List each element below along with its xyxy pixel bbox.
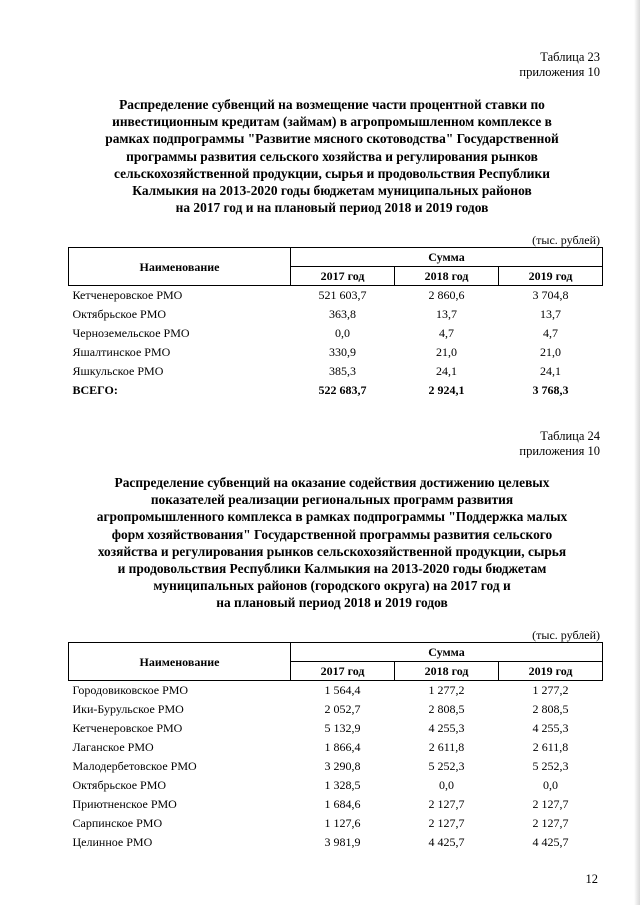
table-24-title (62, 474, 602, 612)
value-2019: 1 277,2 (532, 683, 569, 697)
title-line: Распределение субвенций на оказание содействия достижению целевых (114, 475, 550, 490)
table-24-reference (519, 429, 600, 459)
value-2019: 4 255,3 (532, 721, 569, 735)
value-2017: 0,0 (335, 326, 350, 340)
title-line: форм хозяйствования" Государственной программы развития сельского (111, 526, 553, 542)
value-2018: 4,7 (439, 326, 454, 340)
table-row (69, 681, 603, 701)
title-line: инвестиционным кредитам (займам) в агропромышленном комплексе в (112, 114, 552, 130)
value-2017: 521 603,7 (318, 288, 367, 302)
title-line: Калмыкия на 2013-2020 годы бюджетам муниципальных районов (132, 183, 532, 199)
table-23-appendix: приложения 10 (519, 65, 600, 79)
column-header-2018: 2018 год (395, 267, 499, 286)
value-2018: 24,1 (436, 364, 457, 378)
table-row (69, 757, 603, 776)
table-row (69, 305, 603, 324)
table-row (69, 776, 603, 795)
value-2018: 2 127,7 (428, 797, 465, 811)
table-row (69, 362, 603, 381)
column-header-2017: 2017 год (291, 267, 395, 286)
column-header-name: Наименование (69, 248, 291, 286)
value-2017: 3 981,9 (324, 835, 361, 849)
page-number: 12 (585, 872, 598, 886)
row-name: Октябрьское РМО (72, 778, 167, 792)
value-2017: 1 866,4 (324, 740, 361, 754)
value-2018: 5 252,3 (428, 759, 465, 773)
table-row (69, 833, 603, 852)
value-2019: 3 704,8 (532, 288, 569, 302)
title-line: Распределение субвенций на возмещение части процентной ставки по (119, 97, 545, 112)
title-line: рамках подпрограммы "Развитие мясного скотоводства" Государственной (105, 131, 559, 147)
value-2018: 21,0 (436, 345, 457, 359)
row-name: Ики-Бурульское РМО (72, 702, 184, 716)
title-line: программы развития сельского хозяйства и регулирования рынков (126, 148, 538, 164)
title-line: и продовольствия Республики Калмыкия на 2013-2020 годы бюджетам (117, 561, 547, 577)
title-line: на плановый период 2018 и 2019 годов (216, 595, 448, 611)
row-name: Городовиковское РМО (72, 683, 189, 697)
title-line: агропромышленного комплекса в рамках подпрограммы "Поддержка малых (96, 509, 568, 525)
row-name: Приютненское РМО (72, 797, 177, 811)
title-line: показателей реализации региональных программ развития (150, 492, 514, 508)
value-2018: 4 255,3 (428, 721, 465, 735)
total-2019: 3 768,3 (532, 383, 569, 397)
column-header-sum: Сумма (291, 248, 603, 267)
table-row (69, 719, 603, 738)
column-header-name: Наименование (69, 643, 291, 681)
value-2018: 2 808,5 (428, 702, 465, 716)
total-label: ВСЕГО: (72, 383, 118, 397)
row-name: Малодербетовское РМО (72, 759, 197, 773)
table-23-title (62, 96, 602, 216)
value-2019: 0,0 (543, 778, 559, 792)
table-row (69, 814, 603, 833)
row-name: Октябрьское РМО (72, 307, 167, 321)
value-2017: 1 564,4 (324, 683, 361, 697)
table-row (69, 324, 603, 343)
value-2019: 2 127,7 (532, 797, 569, 811)
table-row (69, 738, 603, 757)
table-24 (68, 642, 603, 852)
scan-edge-shadow (634, 0, 640, 905)
value-2017: 385,3 (329, 364, 356, 378)
row-name: Целинное РМО (72, 835, 153, 849)
value-2018: 4 425,7 (428, 835, 465, 849)
value-2019: 21,0 (540, 345, 562, 359)
value-2018: 2 127,7 (428, 816, 465, 830)
value-2017: 3 290,8 (324, 759, 361, 773)
title-line: муниципальных районов (городского округа) на 2017 год и (153, 578, 511, 594)
value-2018: 0,0 (439, 778, 454, 792)
table-24-unit: (тыс. рублей) (532, 628, 600, 642)
value-2019: 4 425,7 (532, 835, 569, 849)
title-line: хозяйства и регулирования рынков сельскохозяйственной продукции, сырья (97, 543, 567, 559)
value-2018: 13,7 (436, 307, 457, 321)
row-name: Черноземельское РМО (72, 326, 190, 340)
row-name: Лаганское РМО (72, 740, 154, 754)
value-2017: 1 328,5 (324, 778, 361, 792)
value-2019: 2 611,8 (532, 740, 569, 754)
column-header-2017: 2017 год (291, 662, 395, 681)
table-row (69, 286, 603, 306)
row-name: Яшкульское РМО (72, 364, 164, 378)
row-name: Кетченеровское РМО (72, 721, 183, 735)
row-name: Кетченеровское РМО (72, 288, 183, 302)
total-2018: 2 924,1 (428, 383, 465, 397)
value-2019: 24,1 (540, 364, 562, 378)
table-23-reference (519, 50, 600, 80)
table-24-number: Таблица 24 (540, 429, 600, 443)
title-line: сельскохозяйственной продукции, сырья и продовольствия Республики (114, 165, 550, 181)
table-23-unit: (тыс. рублей) (532, 233, 600, 247)
table-23 (68, 247, 603, 400)
value-2019: 4,7 (543, 326, 559, 340)
column-header-2018: 2018 год (395, 662, 499, 681)
table-row (69, 343, 603, 362)
total-2017: 522 683,7 (318, 383, 367, 397)
value-2017: 330,9 (329, 345, 356, 359)
value-2018: 1 277,2 (428, 683, 465, 697)
table-row (69, 795, 603, 814)
table-row (69, 700, 603, 719)
title-line: на 2017 год и на плановый период 2018 и 2019 годов (175, 200, 489, 216)
value-2018: 2 611,8 (428, 740, 465, 754)
value-2019: 2 127,7 (532, 816, 569, 830)
value-2019: 5 252,3 (532, 759, 569, 773)
value-2019: 2 808,5 (532, 702, 569, 716)
column-header-sum: Сумма (291, 643, 603, 662)
row-name: Яшалтинское РМО (72, 345, 171, 359)
value-2017: 363,8 (329, 307, 356, 321)
column-header-2019: 2019 год (499, 267, 603, 286)
row-name: Сарпинское РМО (72, 816, 163, 830)
value-2017: 1 684,6 (324, 797, 361, 811)
table-23-number: Таблица 23 (540, 50, 600, 64)
value-2017: 2 052,7 (324, 702, 361, 716)
table-24-appendix: приложения 10 (519, 444, 600, 458)
column-header-2019: 2019 год (499, 662, 603, 681)
value-2018: 2 860,6 (428, 288, 465, 302)
value-2017: 5 132,9 (324, 721, 361, 735)
value-2019: 13,7 (540, 307, 562, 321)
total-row (69, 381, 603, 400)
value-2017: 1 127,6 (324, 816, 361, 830)
